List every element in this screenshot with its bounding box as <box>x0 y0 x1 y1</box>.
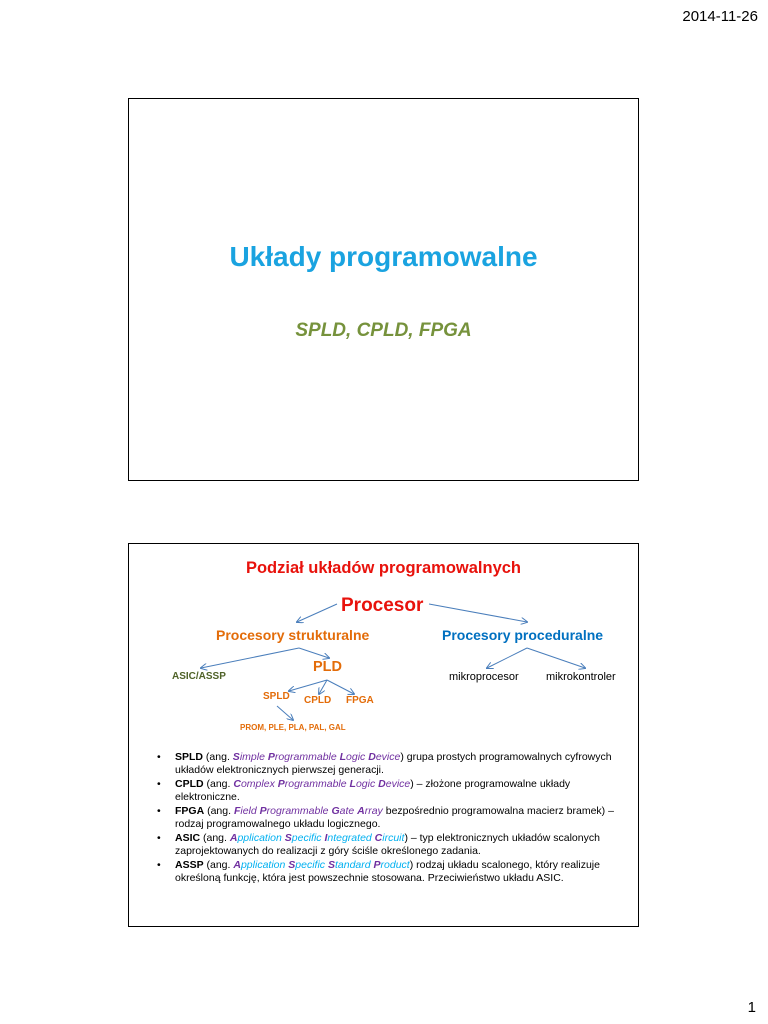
definition-item: • ASSP (ang. Application Specific Standard Product) rodzaj układu scalonego, który realizuje określoną funkcję, która jest powszechnie stosowana. Przeciwieństwo układu ASIC. <box>155 859 615 884</box>
arrow-procesor-proceduralne <box>429 604 527 622</box>
node-mikrokontroler: mikrokontroler <box>546 671 616 683</box>
definition-item: • SPLD (ang. Simple Programmable Logic Device) grupa prostych programowalnych cyfrowych układów elektronicznych pierwszej generacji. <box>155 751 615 776</box>
definition-item: • FPGA (ang. Field Programmable Gate Array bezpośrednio programowalna macierz bramek) – rodzaj programowalnego układu logicznego. <box>155 805 615 830</box>
node-procesor: Procesor <box>341 595 424 616</box>
arrow-strukturalne-asic <box>201 648 299 668</box>
slide-title-heading: Układy programowalne <box>229 241 538 272</box>
arrow-spld-types <box>277 706 293 720</box>
header-date: 2014-11-26 <box>682 8 758 25</box>
definition-list <box>155 751 615 886</box>
arrow-proceduralne-mikroprocesor <box>487 648 527 668</box>
definition-item: • CPLD (ang. Complex Programmable Logic Device) – złożone programowalne układy elektroniczne. <box>155 778 615 803</box>
arrow-procesor-strukturalne <box>297 604 337 622</box>
slide-title-subtitle: SPLD, CPLD, FPGA <box>295 320 472 341</box>
node-spld: SPLD <box>263 691 290 702</box>
arrow-pld-fpga <box>327 680 354 694</box>
node-fpga: FPGA <box>346 695 374 706</box>
arrow-strukturalne-pld <box>299 648 329 658</box>
node-asic-assp: ASIC/ASSP <box>172 671 226 682</box>
arrow-proceduralne-mikrokontroler <box>527 648 585 668</box>
node-procesory-proceduralne: Procesory proceduralne <box>442 627 604 643</box>
node-cpld: CPLD <box>304 695 332 706</box>
node-mikroprocesor: mikroprocesor <box>449 671 519 683</box>
slide-classification <box>128 543 639 927</box>
slide-classification-heading: Podział układów programowalnych <box>245 559 522 577</box>
slide-title <box>128 98 639 481</box>
node-pld: PLD <box>313 659 342 675</box>
diagram-arrows <box>129 544 640 744</box>
node-procesory-strukturalne: Procesory strukturalne <box>216 627 370 643</box>
definition-item: • ASIC (ang. Application Specific Integrated Circuit) – typ elektronicznych układów scalonych zaprojektowanych do realizacji z góry ściśle określonego zadania. <box>155 832 615 857</box>
node-spld-types: PROM, PLE, PLA, PAL, GAL <box>240 723 346 732</box>
classification-diagram <box>129 544 640 744</box>
page-number: 1 <box>747 999 756 1016</box>
